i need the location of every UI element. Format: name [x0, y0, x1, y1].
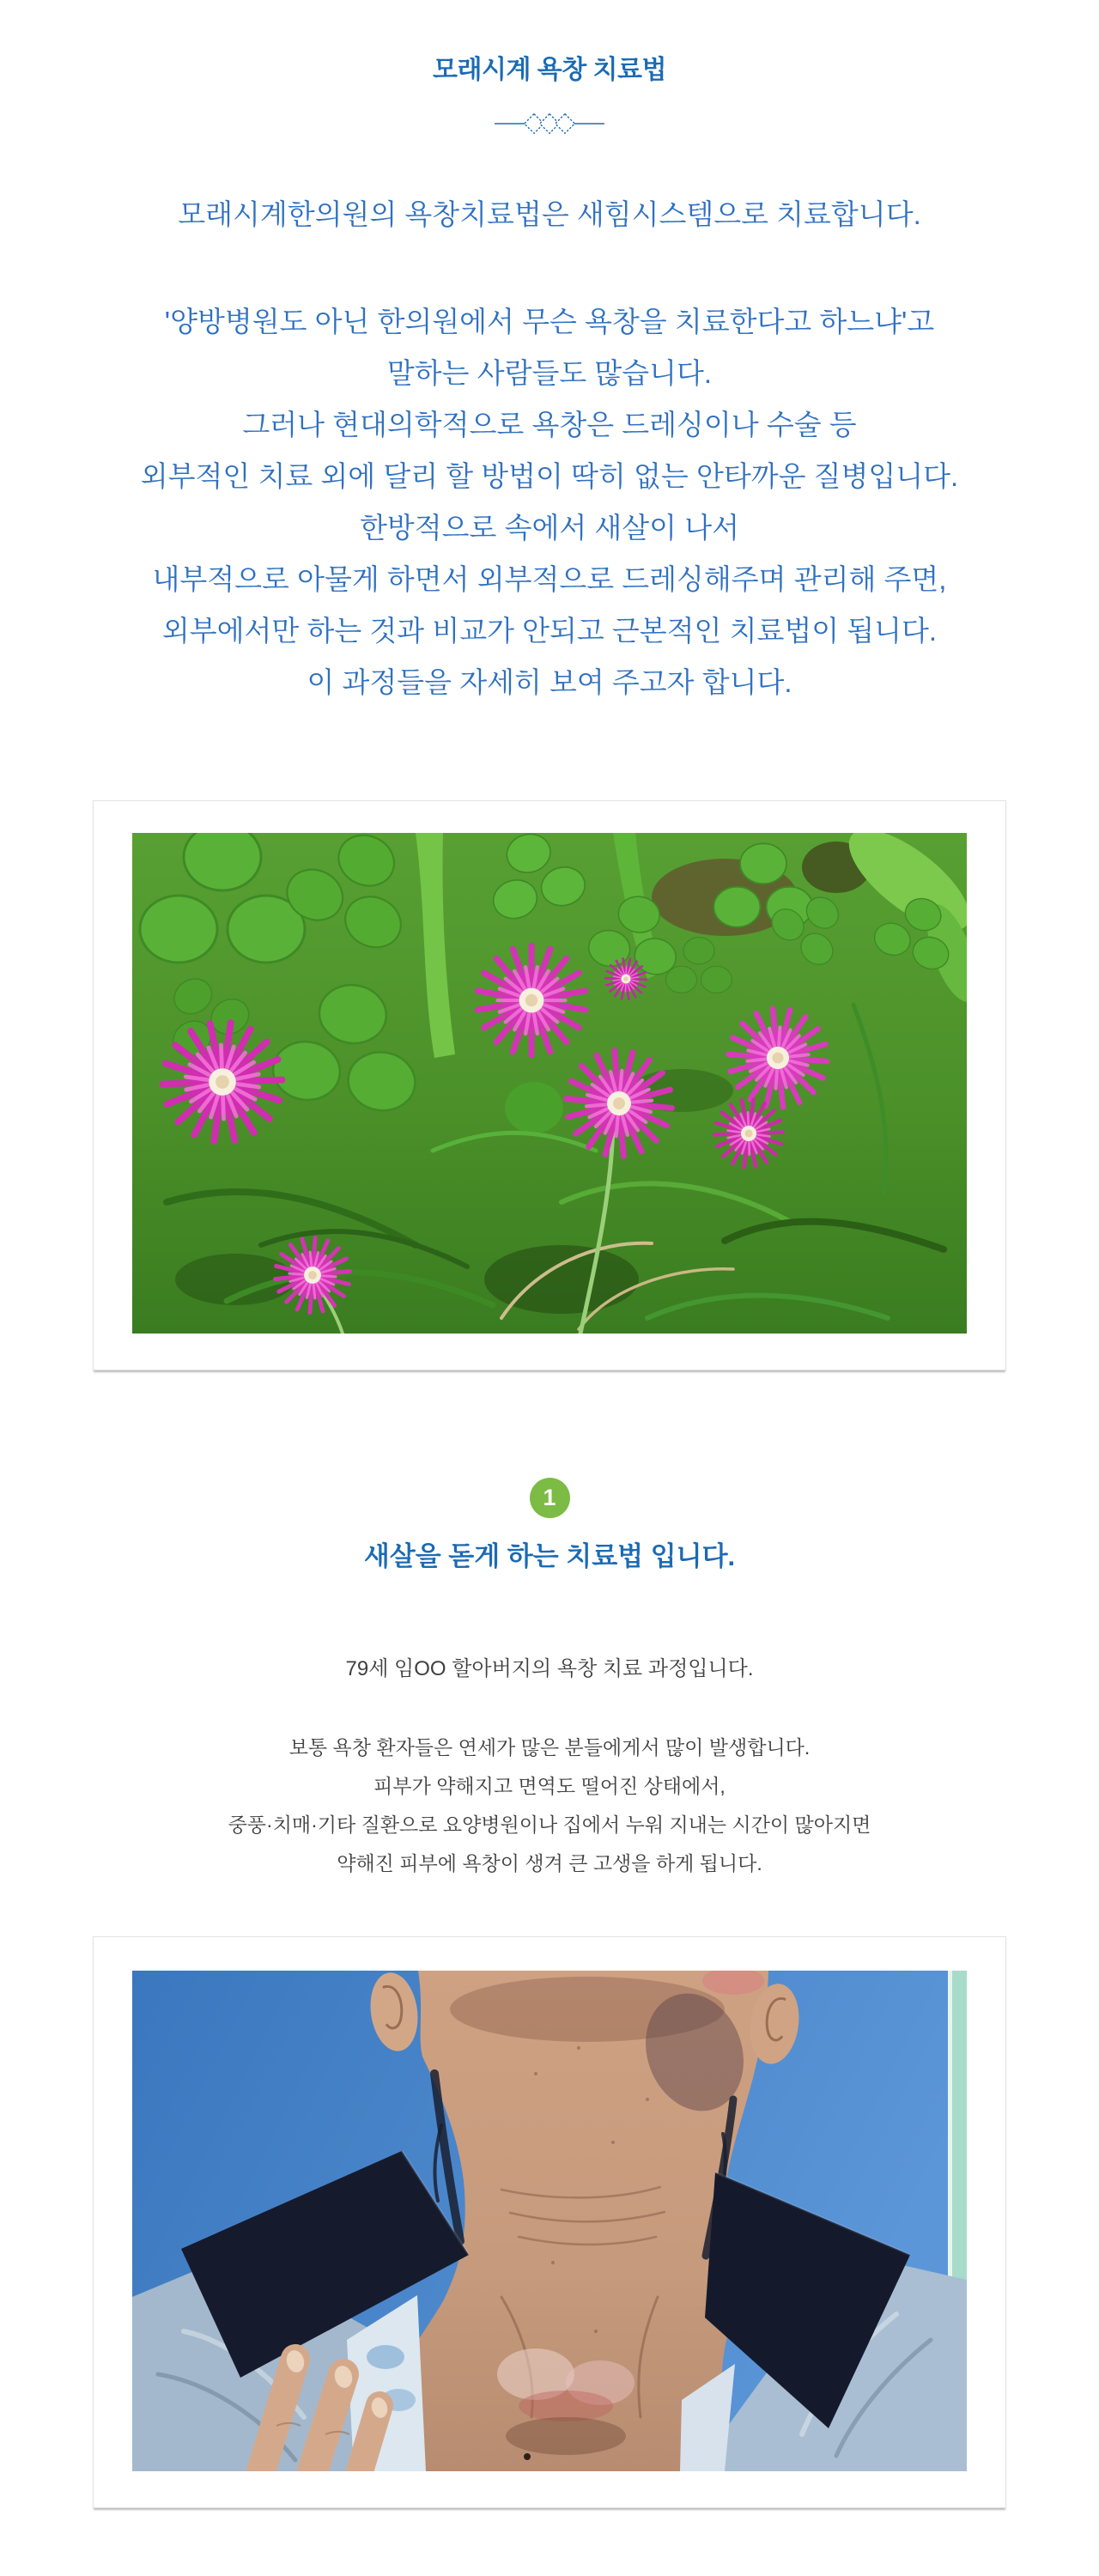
case-intro-line: 79세 임OO 할아버지의 욕창 치료 과정입니다. — [345, 1657, 754, 1680]
wildflower-photo — [132, 833, 967, 1334]
patient-neck-photo — [132, 1971, 967, 2471]
section-heading: 새살을 돋게 하는 치료법 입니다. — [363, 1541, 736, 1571]
diamond-divider — [495, 112, 604, 136]
section-paragraph-line: 보통 욕창 환자들은 연세가 많은 분들에게서 많이 발생합니다. — [288, 1736, 811, 1759]
intro-line: 한방적으로 속에서 새살이 나서 — [360, 512, 739, 544]
page-title: 모래시계 욕창 치료법 — [433, 56, 666, 84]
intro-line: 외부에서만 하는 것과 비교가 안되고 근본적인 치료법이 됩니다. — [161, 615, 938, 647]
intro-line: 이 과정들을 자세히 보여 주고자 합니다. — [307, 666, 792, 698]
intro-line: 외부적인 치료 외에 달리 할 방법이 딱히 없는 안타까운 질병입니다. — [140, 460, 959, 492]
section-paragraph-line: 피부가 약해지고 면역도 떨어진 상태에서, — [373, 1775, 726, 1797]
wildflower-photo-card — [93, 800, 1006, 1370]
intro-line: 내부적으로 아물게 하면서 외부적으로 드레싱해주며 관리해 주면, — [152, 563, 947, 595]
step-number: 1 — [543, 1485, 556, 1510]
intro-lead-line: 모래시계한의원의 욕창치료법은 새힘시스템으로 치료합니다. — [178, 198, 921, 230]
intro-line: 말하는 사람들도 많습니다. — [386, 357, 713, 389]
intro-line: 그러나 현대의학적으로 욕창은 드레싱이나 수술 등 — [242, 409, 857, 440]
section-paragraph — [0, 1728, 1099, 1883]
step-1-badge — [530, 1478, 570, 1518]
section-paragraph-line: 약해진 피부에 욕창이 생겨 큰 고생을 하게 됩니다. — [337, 1852, 762, 1874]
intro-line: '양방병원도 아닌 한의원에서 무슨 욕창을 치료한다고 하느냐'고 — [164, 306, 935, 337]
intro-paragraph — [0, 296, 1099, 708]
patient-neck-photo-card — [93, 1936, 1006, 2508]
section-paragraph-line: 중풍·치매·기타 질환으로 요양병원이나 집에서 누워 지내는 시간이 많아지면 — [228, 1814, 871, 1836]
